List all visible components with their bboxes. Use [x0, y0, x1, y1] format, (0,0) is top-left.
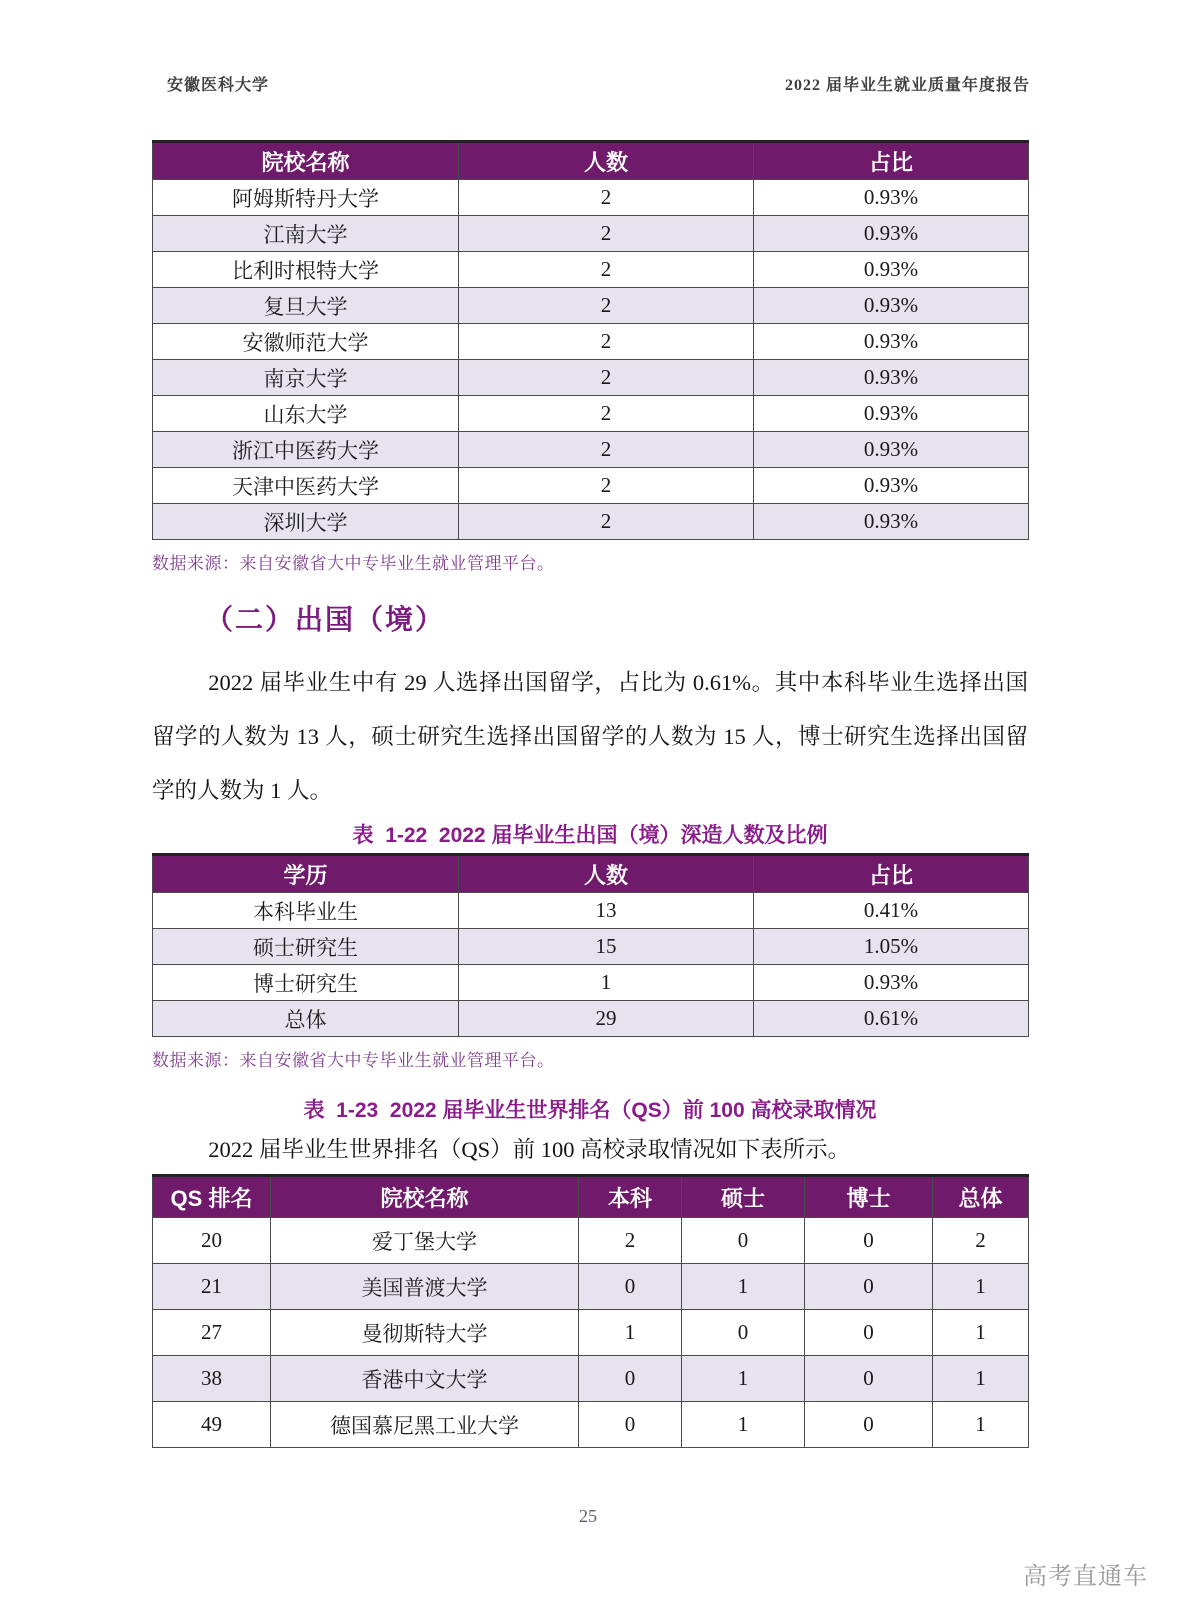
table-cell: 爱丁堡大学: [271, 1218, 579, 1264]
table-cell: 比利时根特大学: [153, 252, 459, 288]
table-row: [153, 1218, 1029, 1264]
table-cell: 1: [682, 1402, 805, 1448]
table-cell: 2: [459, 504, 754, 540]
table-cell: 38: [153, 1356, 271, 1402]
table-cell: 0: [682, 1218, 805, 1264]
table-cell: 0.93%: [754, 180, 1029, 216]
table-row: [153, 396, 1029, 432]
column-header-school: 院校名称: [271, 1176, 579, 1218]
table-cell: 1: [933, 1402, 1029, 1448]
table-cell: 0.93%: [754, 432, 1029, 468]
column-header-qs-rank: QS 排名: [153, 1176, 271, 1218]
table-cell: 美国普渡大学: [271, 1264, 579, 1310]
table-row: [153, 468, 1029, 504]
table-row: [153, 1356, 1029, 1402]
table-cell: 深圳大学: [153, 504, 459, 540]
table-cell: 2: [459, 180, 754, 216]
table-row: [153, 504, 1029, 540]
table-cell: 1: [933, 1356, 1029, 1402]
column-header-bachelor: 本科: [579, 1176, 682, 1218]
table-cell: 1: [933, 1310, 1029, 1356]
column-header-ratio: 占比: [754, 855, 1029, 893]
table-cell: 0.93%: [754, 252, 1029, 288]
table-cell: 2: [459, 324, 754, 360]
table-cell: 0.93%: [754, 396, 1029, 432]
page-content: [152, 140, 1028, 1448]
table-cell: 0.93%: [754, 324, 1029, 360]
column-header-total: 总体: [933, 1176, 1029, 1218]
data-source-note: 数据来源：来自安徽省大中专毕业生就业管理平台。: [152, 1051, 555, 1070]
table-cell: 2: [459, 288, 754, 324]
table-cell: 0: [579, 1264, 682, 1310]
table-cell: 1: [459, 965, 754, 1001]
table-cell: 2: [459, 252, 754, 288]
table-cell: 0.93%: [754, 216, 1029, 252]
table-cell: 本科毕业生: [153, 893, 459, 929]
table-cell: 2: [459, 216, 754, 252]
table-cell: 0.93%: [754, 288, 1029, 324]
table-cell: 0.93%: [754, 504, 1029, 540]
table-cell: 0: [805, 1218, 933, 1264]
table-row: [153, 1264, 1029, 1310]
table-cell: 南京大学: [153, 360, 459, 396]
table-cell: 江南大学: [153, 216, 459, 252]
table-cell: 0: [805, 1264, 933, 1310]
table-cell: 15: [459, 929, 754, 965]
column-header-master: 硕士: [682, 1176, 805, 1218]
table-cell: 山东大学: [153, 396, 459, 432]
overseas-universities-table: [152, 140, 1029, 540]
table-cell: 1: [682, 1264, 805, 1310]
watermark: 高考直通车: [1023, 1564, 1148, 1590]
table-row: [153, 324, 1029, 360]
column-header-count: 人数: [459, 142, 754, 180]
study-abroad-by-degree-table: [152, 853, 1029, 1037]
table-cell: 0: [805, 1402, 933, 1448]
section-heading: （二）出国（境）: [205, 604, 446, 635]
table-cell: 0: [579, 1402, 682, 1448]
qs-top100-admission-table: [152, 1174, 1029, 1448]
header-report-title: 2022 届毕业生就业质量年度报告: [784, 77, 1030, 94]
table-cell: 2: [579, 1218, 682, 1264]
table-cell: 总体: [153, 1001, 459, 1037]
table-cell: 0: [579, 1356, 682, 1402]
table-row: [153, 1310, 1029, 1356]
table-cell: 香港中文大学: [271, 1356, 579, 1402]
table-cell: 2: [459, 396, 754, 432]
table-cell: 1: [933, 1264, 1029, 1310]
table-row: [153, 432, 1029, 468]
table-cell: 0: [805, 1310, 933, 1356]
table-row: [153, 929, 1029, 965]
table-cell: 博士研究生: [153, 965, 459, 1001]
table-cell: 29: [459, 1001, 754, 1037]
table-row: [153, 288, 1029, 324]
table-cell: 49: [153, 1402, 271, 1448]
table-cell: 20: [153, 1218, 271, 1264]
table-cell: 曼彻斯特大学: [271, 1310, 579, 1356]
table-cell: 0.93%: [754, 965, 1029, 1001]
data-source-note: 数据来源：来自安徽省大中专毕业生就业管理平台。: [152, 554, 555, 573]
table-cell: 13: [459, 893, 754, 929]
table-cell: 2: [459, 360, 754, 396]
table-header-row: [153, 1176, 1029, 1218]
table-row: [153, 893, 1029, 929]
page-header: [167, 72, 1030, 95]
table-row: [153, 360, 1029, 396]
column-header-doctor: 博士: [805, 1176, 933, 1218]
column-header-ratio: 占比: [754, 142, 1029, 180]
table-header-row: [153, 855, 1029, 893]
table-row: [153, 1402, 1029, 1448]
table-1-23-intro: 2022 届毕业生世界排名（QS）前 100 高校录取情况如下表所示。: [208, 1137, 851, 1162]
table-cell: 复旦大学: [153, 288, 459, 324]
table-row: [153, 180, 1029, 216]
table-cell: 0.61%: [754, 1001, 1029, 1037]
table-cell: 德国慕尼黑工业大学: [271, 1402, 579, 1448]
table-cell: 2: [933, 1218, 1029, 1264]
table-cell: 27: [153, 1310, 271, 1356]
section-paragraph: 2022 届毕业生中有 29 人选择出国留学，占比为 0.61%。其中本科毕业生选择出国留学的人数为 13 人，硕士研究生选择出国留学的人数为 15 人，博士研究生选择出国留学的人数为 1 人。: [152, 670, 1028, 803]
column-header-school: 院校名称: [153, 142, 459, 180]
table-cell: 阿姆斯特丹大学: [153, 180, 459, 216]
table-1-22-caption: 表 1-22 2022 届毕业生出国（境）深造人数及比例: [352, 824, 828, 847]
table-row: [153, 1001, 1029, 1037]
table-cell: 天津中医药大学: [153, 468, 459, 504]
table-row: [153, 216, 1029, 252]
table-header-row: [153, 142, 1029, 180]
table-cell: 2: [459, 468, 754, 504]
table-cell: 0.41%: [754, 893, 1029, 929]
page-number: 25: [579, 1506, 597, 1526]
table-cell: 1.05%: [754, 929, 1029, 965]
table-cell: 浙江中医药大学: [153, 432, 459, 468]
table-cell: 0: [682, 1310, 805, 1356]
table-cell: 1: [579, 1310, 682, 1356]
table-row: [153, 965, 1029, 1001]
table-row: [153, 252, 1029, 288]
column-header-degree: 学历: [153, 855, 459, 893]
table-cell: 0: [805, 1356, 933, 1402]
header-school-name: 安徽医科大学: [167, 77, 270, 94]
table-cell: 21: [153, 1264, 271, 1310]
table-cell: 安徽师范大学: [153, 324, 459, 360]
table-cell: 2: [459, 432, 754, 468]
table-cell: 0.93%: [754, 360, 1029, 396]
table-cell: 硕士研究生: [153, 929, 459, 965]
table-cell: 1: [682, 1356, 805, 1402]
table-1-23-caption: 表 1-23 2022 届毕业生世界排名（QS）前 100 高校录取情况: [303, 1099, 877, 1122]
table-cell: 0.93%: [754, 468, 1029, 504]
column-header-count: 人数: [459, 855, 754, 893]
